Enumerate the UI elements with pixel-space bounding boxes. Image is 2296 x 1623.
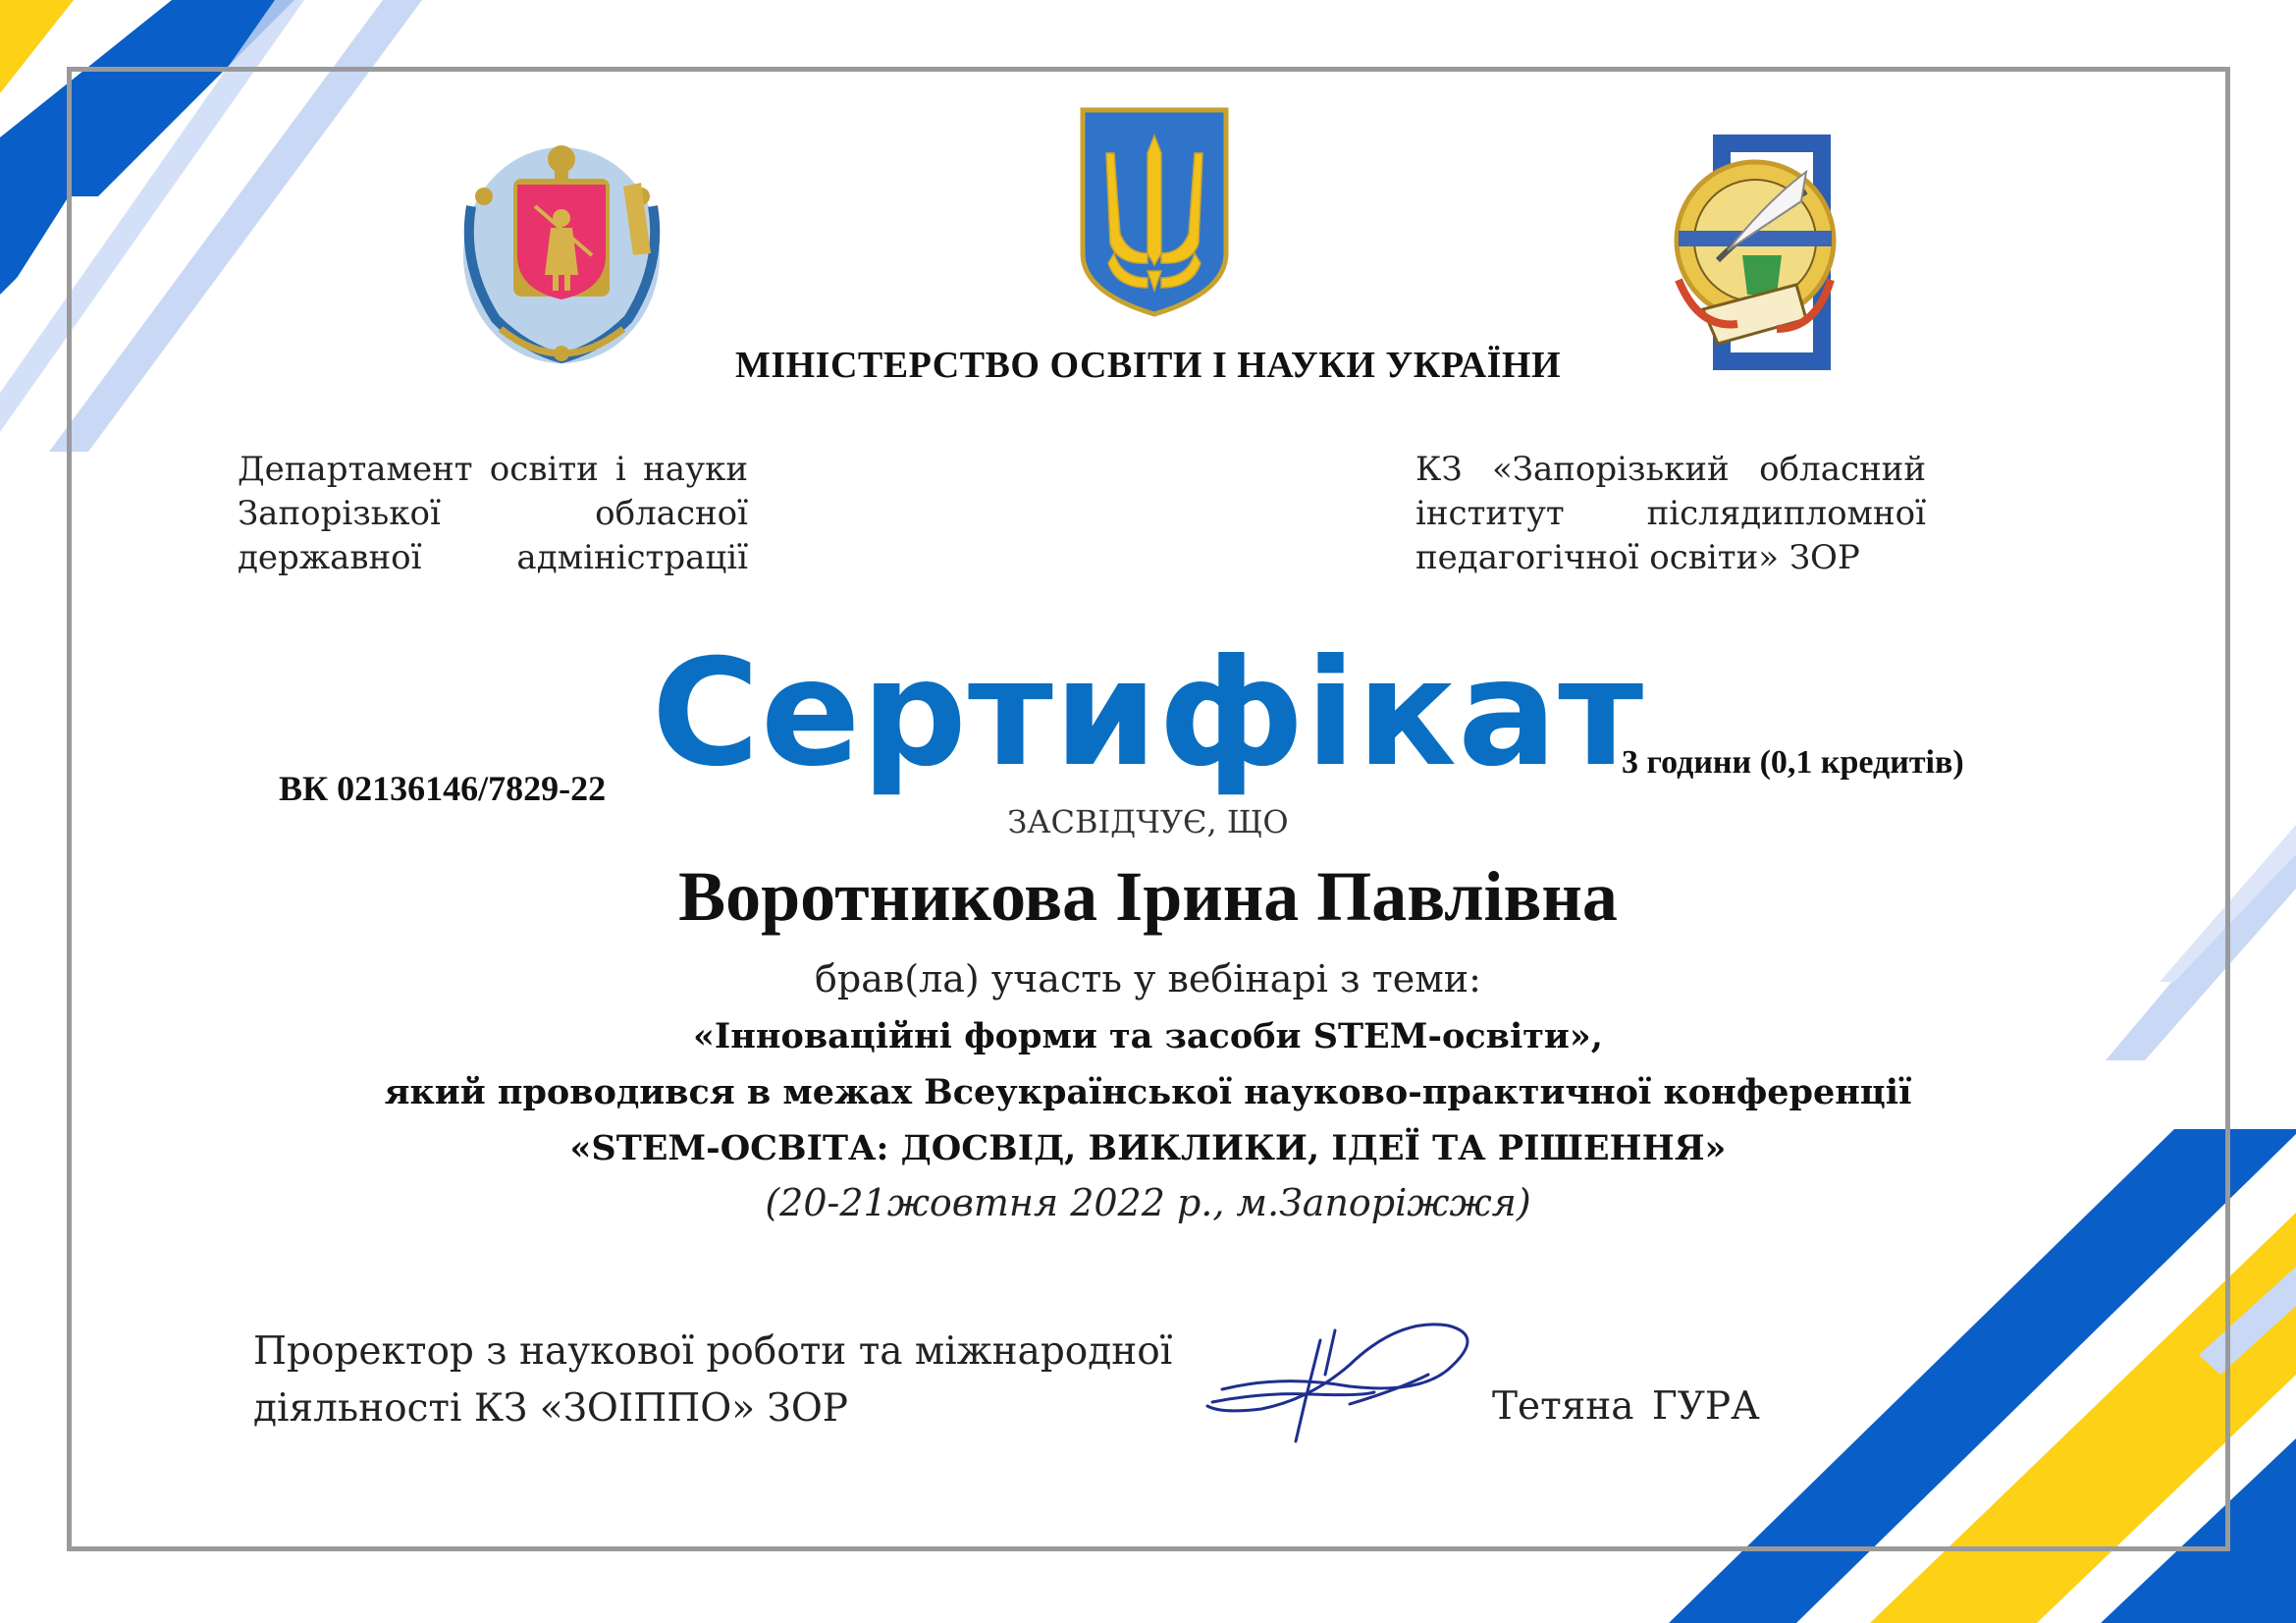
signer-position-line: діяльності КЗ «ЗОІППО» ЗОР — [253, 1386, 849, 1431]
department-line: Запорізької обласної — [238, 494, 748, 533]
institute-line: інститут післядипломної — [1415, 494, 1926, 533]
institute-block — [1415, 448, 1926, 580]
zaporizhzhia-oblast-coat-of-arms-icon — [456, 137, 667, 373]
zoippo-institute-emblem-icon — [1659, 133, 1855, 378]
department-line: державної адміністрації — [238, 538, 748, 577]
hours-credits: 3 години (0,1 кредитів) — [1622, 744, 1964, 781]
signer-position-line: Проректор з наукової роботи та міжнародної — [253, 1329, 1173, 1374]
department-block — [238, 448, 748, 580]
ukraine-trident-icon — [1077, 106, 1232, 317]
conference-context: який проводився в межах Всеукраїнської науково-практичної конференції — [384, 1072, 1912, 1112]
participated-text: брав(ла) участь у вебінарі з теми: — [815, 957, 1481, 1001]
registration-number: ВК 02136146/7829-22 — [279, 769, 607, 808]
signer-position — [253, 1324, 1172, 1437]
department-line: Департамент освіти і науки — [238, 450, 748, 489]
signature-icon — [1202, 1316, 1497, 1443]
ministry-heading: МІНІСТЕРСТВО ОСВІТИ І НАУКИ УКРАЇНИ — [734, 345, 1562, 386]
institute-line: педагогічної освіти» ЗОР — [1415, 538, 1860, 577]
signer-name: Тетяна ГУРА — [1492, 1384, 1760, 1429]
webinar-topic: «Інноваційні форми та засоби STEM-освіти», — [693, 1016, 1603, 1056]
recipient-name: Воротникова Ірина Павлівна — [678, 857, 1618, 936]
conference-title: «STEM-ОСВІТА: ДОСВІД, ВИКЛИКИ, ІДЕЇ ТА РІШЕННЯ» — [569, 1128, 1727, 1168]
date-place: (20-21жовтня 2022 р., м.Запоріжжя) — [765, 1181, 1531, 1224]
institute-line: КЗ «Запорізький обласний — [1415, 450, 1926, 489]
certificate-title: Сертифікат — [651, 628, 1645, 799]
certifies-label: ЗАСВІДЧУЄ, ЩО — [1007, 803, 1289, 840]
